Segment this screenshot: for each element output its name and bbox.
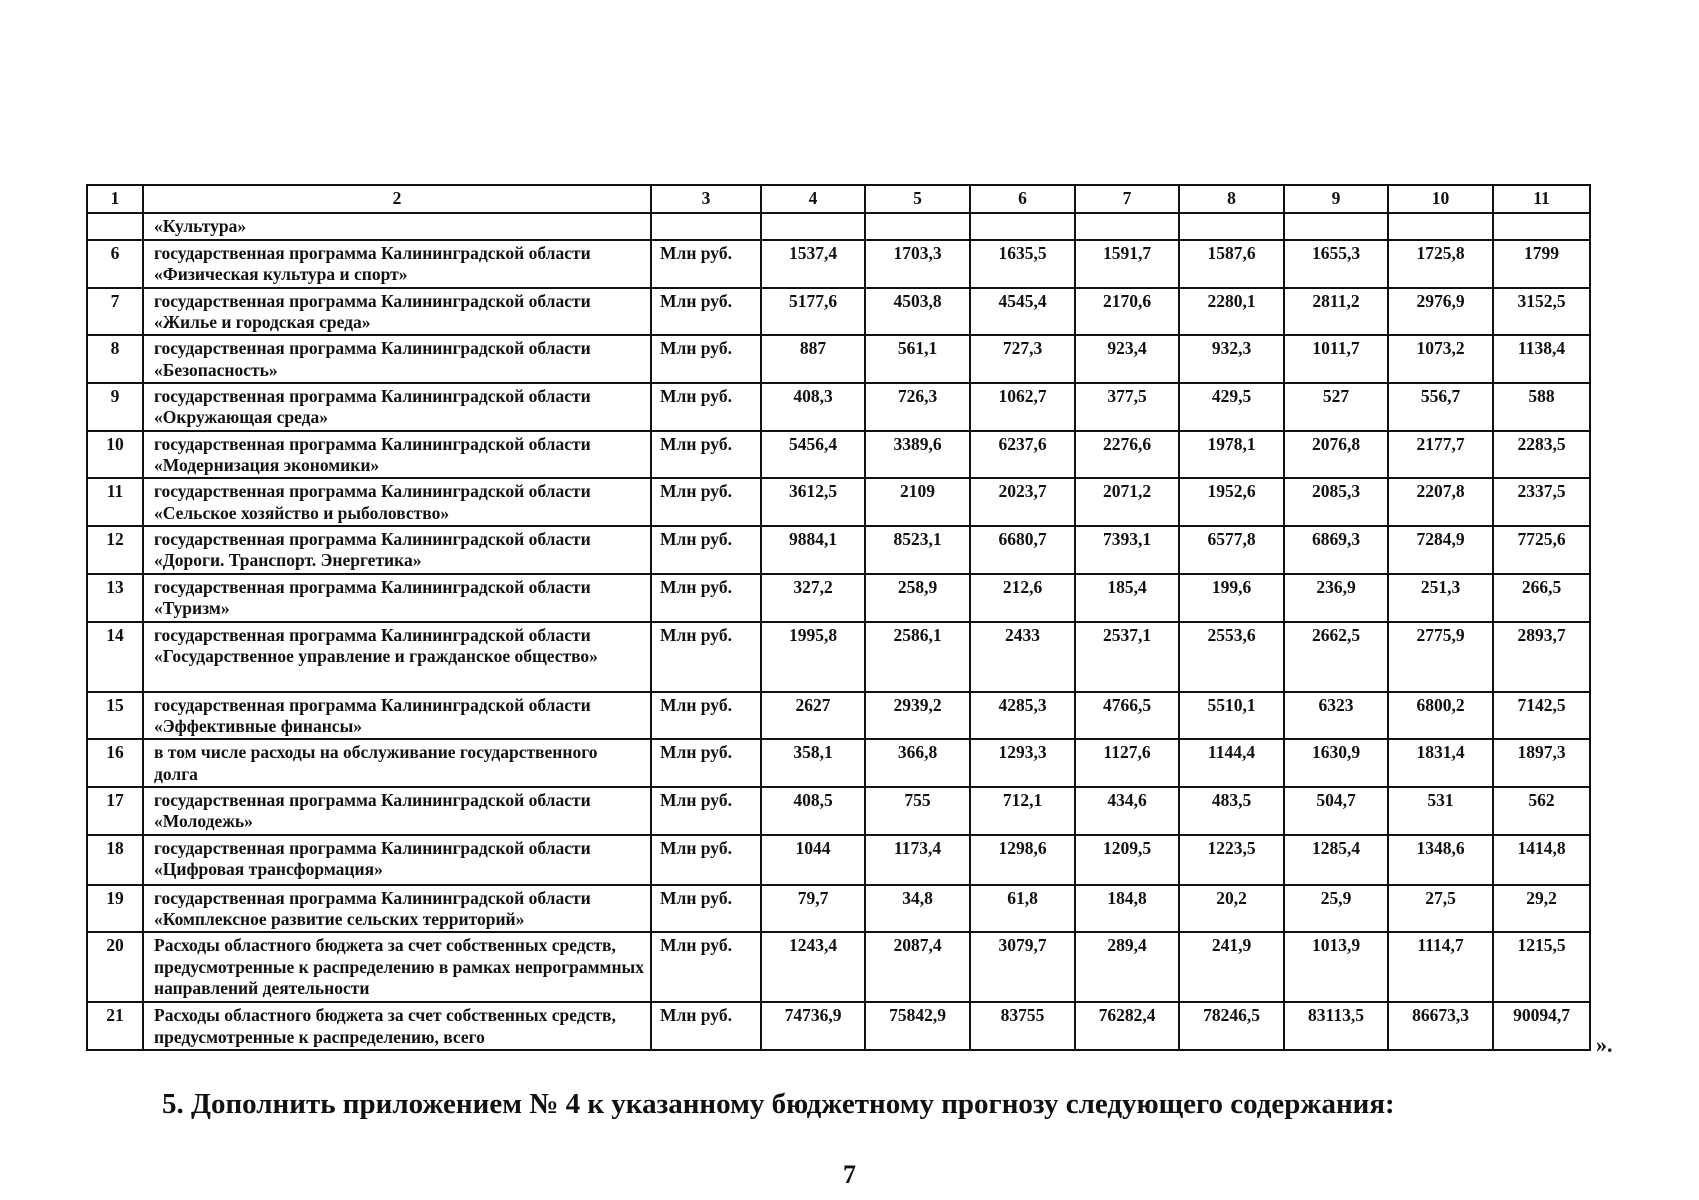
value-cell: 504,7: [1284, 787, 1388, 835]
program-name-cell: в том числе расходы на обслуживание государственного долга: [143, 739, 651, 787]
table-row: [87, 835, 1590, 885]
table-row: [87, 885, 1590, 933]
unit-cell: Млн руб.: [651, 240, 761, 288]
program-name-cell: государственная программа Калининградской области «Безопасность»: [143, 335, 651, 383]
row-number-cell: 10: [87, 431, 143, 479]
row-number-cell: 8: [87, 335, 143, 383]
value-cell: 212,6: [970, 574, 1075, 622]
value-cell: [1388, 213, 1493, 240]
value-cell: 2337,5: [1493, 478, 1590, 526]
header-cell: 6: [970, 185, 1075, 213]
value-cell: 2553,6: [1179, 622, 1284, 692]
value-cell: 2071,2: [1075, 478, 1179, 526]
value-cell: 74736,9: [761, 1002, 865, 1050]
value-cell: 76282,4: [1075, 1002, 1179, 1050]
value-cell: 1831,4: [1388, 739, 1493, 787]
value-cell: 2537,1: [1075, 622, 1179, 692]
table-row: [87, 739, 1590, 787]
table-row: [87, 622, 1590, 692]
table-row: [87, 335, 1590, 383]
value-cell: 1799: [1493, 240, 1590, 288]
row-number-cell: 6: [87, 240, 143, 288]
value-cell: 327,2: [761, 574, 865, 622]
value-cell: 1978,1: [1179, 431, 1284, 479]
row-number-cell: 7: [87, 288, 143, 336]
value-cell: [1179, 213, 1284, 240]
header-cell: 7: [1075, 185, 1179, 213]
budget-table: [86, 184, 1591, 1051]
value-cell: 712,1: [970, 787, 1075, 835]
value-cell: 726,3: [865, 383, 970, 431]
program-name-cell: государственная программа Калининградской области «Туризм»: [143, 574, 651, 622]
value-cell: 1215,5: [1493, 932, 1590, 1002]
value-cell: 29,2: [1493, 885, 1590, 933]
header-cell: 8: [1179, 185, 1284, 213]
value-cell: 184,8: [1075, 885, 1179, 933]
value-cell: 241,9: [1179, 932, 1284, 1002]
program-name-cell: государственная программа Калининградской области «Физическая культура и спорт»: [143, 240, 651, 288]
table-body: [87, 185, 1590, 1050]
row-number-cell: 20: [87, 932, 143, 1002]
row-number-cell: 15: [87, 692, 143, 740]
value-cell: 25,9: [1284, 885, 1388, 933]
unit-cell: [651, 213, 761, 240]
value-cell: 434,6: [1075, 787, 1179, 835]
value-cell: 1293,3: [970, 739, 1075, 787]
unit-cell: Млн руб.: [651, 335, 761, 383]
value-cell: 79,7: [761, 885, 865, 933]
value-cell: 3152,5: [1493, 288, 1590, 336]
value-cell: 1209,5: [1075, 835, 1179, 885]
unit-cell: Млн руб.: [651, 1002, 761, 1050]
row-number-cell: 18: [87, 835, 143, 885]
value-cell: 1414,8: [1493, 835, 1590, 885]
value-cell: 562: [1493, 787, 1590, 835]
program-name-cell: государственная программа Калининградской области «Дороги. Транспорт. Энергетика»: [143, 526, 651, 574]
page-number: 7: [843, 1160, 856, 1189]
program-name-cell: государственная программа Калининградской области «Окружающая среда»: [143, 383, 651, 431]
value-cell: 358,1: [761, 739, 865, 787]
value-cell: 83755: [970, 1002, 1075, 1050]
value-cell: 5510,1: [1179, 692, 1284, 740]
value-cell: 2280,1: [1179, 288, 1284, 336]
table-row: [87, 240, 1590, 288]
value-cell: 4545,4: [970, 288, 1075, 336]
unit-cell: Млн руб.: [651, 622, 761, 692]
value-cell: 1011,7: [1284, 335, 1388, 383]
value-cell: 7284,9: [1388, 526, 1493, 574]
value-cell: [970, 213, 1075, 240]
value-cell: 2976,9: [1388, 288, 1493, 336]
table-row: [87, 288, 1590, 336]
value-cell: 923,4: [1075, 335, 1179, 383]
header-cell: 11: [1493, 185, 1590, 213]
value-cell: 531: [1388, 787, 1493, 835]
instruction-paragraph: 5. Дополнить приложением № 4 к указанному бюджетному прогнозу следующего содержания:: [162, 1088, 1395, 1120]
value-cell: 1537,4: [761, 240, 865, 288]
table-row: [87, 932, 1590, 1002]
value-cell: 61,8: [970, 885, 1075, 933]
row-number-cell: 11: [87, 478, 143, 526]
program-name-cell: государственная программа Калининградской области «Модернизация экономики»: [143, 431, 651, 479]
unit-cell: Млн руб.: [651, 885, 761, 933]
header-cell: 2: [143, 185, 651, 213]
value-cell: 1144,4: [1179, 739, 1284, 787]
value-cell: 20,2: [1179, 885, 1284, 933]
row-number-cell: 21: [87, 1002, 143, 1050]
value-cell: 83113,5: [1284, 1002, 1388, 1050]
value-cell: 258,9: [865, 574, 970, 622]
value-cell: 6869,3: [1284, 526, 1388, 574]
value-cell: 1073,2: [1388, 335, 1493, 383]
value-cell: 3389,6: [865, 431, 970, 479]
unit-cell: Млн руб.: [651, 835, 761, 885]
unit-cell: Млн руб.: [651, 932, 761, 1002]
value-cell: 2085,3: [1284, 478, 1388, 526]
value-cell: 6577,8: [1179, 526, 1284, 574]
value-cell: 1013,9: [1284, 932, 1388, 1002]
value-cell: 6237,6: [970, 431, 1075, 479]
value-cell: 1897,3: [1493, 739, 1590, 787]
value-cell: 9884,1: [761, 526, 865, 574]
value-cell: 2076,8: [1284, 431, 1388, 479]
table-header-row: [87, 185, 1590, 213]
value-cell: 932,3: [1179, 335, 1284, 383]
value-cell: 86673,3: [1388, 1002, 1493, 1050]
unit-cell: Млн руб.: [651, 431, 761, 479]
value-cell: 2023,7: [970, 478, 1075, 526]
unit-cell: Млн руб.: [651, 574, 761, 622]
value-cell: [1075, 213, 1179, 240]
value-cell: 34,8: [865, 885, 970, 933]
program-name-cell: государственная программа Калининградской области «Сельское хозяйство и рыболовство»: [143, 478, 651, 526]
value-cell: 2109: [865, 478, 970, 526]
value-cell: 2177,7: [1388, 431, 1493, 479]
value-cell: 2170,6: [1075, 288, 1179, 336]
value-cell: 1587,6: [1179, 240, 1284, 288]
value-cell: 1725,8: [1388, 240, 1493, 288]
value-cell: 1114,7: [1388, 932, 1493, 1002]
program-name-cell: государственная программа Калининградской области «Эффективные финансы»: [143, 692, 651, 740]
program-name-cell: государственная программа Калининградской области «Комплексное развитие сельских территорий»: [143, 885, 651, 933]
program-name-cell: государственная программа Калининградской области «Государственное управление и гражданское общество»: [143, 622, 651, 692]
value-cell: 483,5: [1179, 787, 1284, 835]
unit-cell: Млн руб.: [651, 692, 761, 740]
value-cell: 887: [761, 335, 865, 383]
value-cell: 727,3: [970, 335, 1075, 383]
program-name-cell: государственная программа Калининградской области «Молодежь»: [143, 787, 651, 835]
program-name-cell: государственная программа Калининградской области «Жилье и городская среда»: [143, 288, 651, 336]
unit-cell: Млн руб.: [651, 288, 761, 336]
value-cell: [1284, 213, 1388, 240]
value-cell: 2662,5: [1284, 622, 1388, 692]
value-cell: 90094,7: [1493, 1002, 1590, 1050]
row-number-cell: 19: [87, 885, 143, 933]
header-cell: 4: [761, 185, 865, 213]
header-cell: 3: [651, 185, 761, 213]
value-cell: 1044: [761, 835, 865, 885]
value-cell: 78246,5: [1179, 1002, 1284, 1050]
closing-quote-mark: ».: [1596, 1032, 1613, 1057]
value-cell: 2433: [970, 622, 1075, 692]
value-cell: 1995,8: [761, 622, 865, 692]
value-cell: 289,4: [1075, 932, 1179, 1002]
value-cell: 7142,5: [1493, 692, 1590, 740]
value-cell: 1285,4: [1284, 835, 1388, 885]
table-row: [87, 431, 1590, 479]
value-cell: 3612,5: [761, 478, 865, 526]
value-cell: 1062,7: [970, 383, 1075, 431]
value-cell: 1127,6: [1075, 739, 1179, 787]
table-row: [87, 574, 1590, 622]
value-cell: [761, 213, 865, 240]
value-cell: 1655,3: [1284, 240, 1388, 288]
value-cell: 588: [1493, 383, 1590, 431]
value-cell: 377,5: [1075, 383, 1179, 431]
value-cell: 755: [865, 787, 970, 835]
value-cell: 1138,4: [1493, 335, 1590, 383]
value-cell: 2586,1: [865, 622, 970, 692]
value-cell: 1635,5: [970, 240, 1075, 288]
value-cell: 236,9: [1284, 574, 1388, 622]
value-cell: 408,5: [761, 787, 865, 835]
value-cell: 1591,7: [1075, 240, 1179, 288]
row-number-cell: 12: [87, 526, 143, 574]
table-row: [87, 478, 1590, 526]
value-cell: 266,5: [1493, 574, 1590, 622]
value-cell: 1223,5: [1179, 835, 1284, 885]
value-cell: 527: [1284, 383, 1388, 431]
table-row: [87, 1002, 1590, 1050]
value-cell: 2627: [761, 692, 865, 740]
unit-cell: Млн руб.: [651, 383, 761, 431]
value-cell: 2811,2: [1284, 288, 1388, 336]
value-cell: [1493, 213, 1590, 240]
value-cell: 75842,9: [865, 1002, 970, 1050]
value-cell: 4503,8: [865, 288, 970, 336]
table-row: [87, 383, 1590, 431]
value-cell: 2775,9: [1388, 622, 1493, 692]
program-name-cell: Расходы областного бюджета за счет собственных средств, предусмотренные к распределению в рамках непрограммных направлений деятельности: [143, 932, 651, 1002]
table-row: [87, 213, 1590, 240]
value-cell: 2939,2: [865, 692, 970, 740]
value-cell: 5456,4: [761, 431, 865, 479]
value-cell: 2893,7: [1493, 622, 1590, 692]
value-cell: 5177,6: [761, 288, 865, 336]
value-cell: 185,4: [1075, 574, 1179, 622]
row-number-cell: 17: [87, 787, 143, 835]
value-cell: 1173,4: [865, 835, 970, 885]
header-cell: 9: [1284, 185, 1388, 213]
table-row: [87, 787, 1590, 835]
unit-cell: Млн руб.: [651, 787, 761, 835]
row-number-cell: 16: [87, 739, 143, 787]
value-cell: [865, 213, 970, 240]
value-cell: 2087,4: [865, 932, 970, 1002]
table-row: [87, 526, 1590, 574]
value-cell: 6680,7: [970, 526, 1075, 574]
row-number-cell: 13: [87, 574, 143, 622]
value-cell: 2283,5: [1493, 431, 1590, 479]
program-name-cell: государственная программа Калининградской области «Цифровая трансформация»: [143, 835, 651, 885]
value-cell: 1298,6: [970, 835, 1075, 885]
value-cell: 6800,2: [1388, 692, 1493, 740]
value-cell: 1348,6: [1388, 835, 1493, 885]
value-cell: 561,1: [865, 335, 970, 383]
value-cell: 7393,1: [1075, 526, 1179, 574]
value-cell: 366,8: [865, 739, 970, 787]
unit-cell: Млн руб.: [651, 478, 761, 526]
value-cell: 8523,1: [865, 526, 970, 574]
value-cell: 4766,5: [1075, 692, 1179, 740]
value-cell: 4285,3: [970, 692, 1075, 740]
row-number-cell: 14: [87, 622, 143, 692]
value-cell: 2207,8: [1388, 478, 1493, 526]
value-cell: 1952,6: [1179, 478, 1284, 526]
program-name-cell: Расходы областного бюджета за счет собственных средств, предусмотренные к распределению, всего: [143, 1002, 651, 1050]
value-cell: 3079,7: [970, 932, 1075, 1002]
value-cell: 1243,4: [761, 932, 865, 1002]
header-cell: 1: [87, 185, 143, 213]
row-number-cell: [87, 213, 143, 240]
value-cell: 7725,6: [1493, 526, 1590, 574]
value-cell: 27,5: [1388, 885, 1493, 933]
header-cell: 10: [1388, 185, 1493, 213]
value-cell: 408,3: [761, 383, 865, 431]
table-row: [87, 692, 1590, 740]
value-cell: 251,3: [1388, 574, 1493, 622]
value-cell: 1703,3: [865, 240, 970, 288]
value-cell: 2276,6: [1075, 431, 1179, 479]
value-cell: 556,7: [1388, 383, 1493, 431]
unit-cell: Млн руб.: [651, 526, 761, 574]
row-number-cell: 9: [87, 383, 143, 431]
value-cell: 1630,9: [1284, 739, 1388, 787]
value-cell: 429,5: [1179, 383, 1284, 431]
value-cell: 199,6: [1179, 574, 1284, 622]
value-cell: 6323: [1284, 692, 1388, 740]
unit-cell: Млн руб.: [651, 739, 761, 787]
program-name-cell: «Культура»: [143, 213, 651, 240]
header-cell: 5: [865, 185, 970, 213]
